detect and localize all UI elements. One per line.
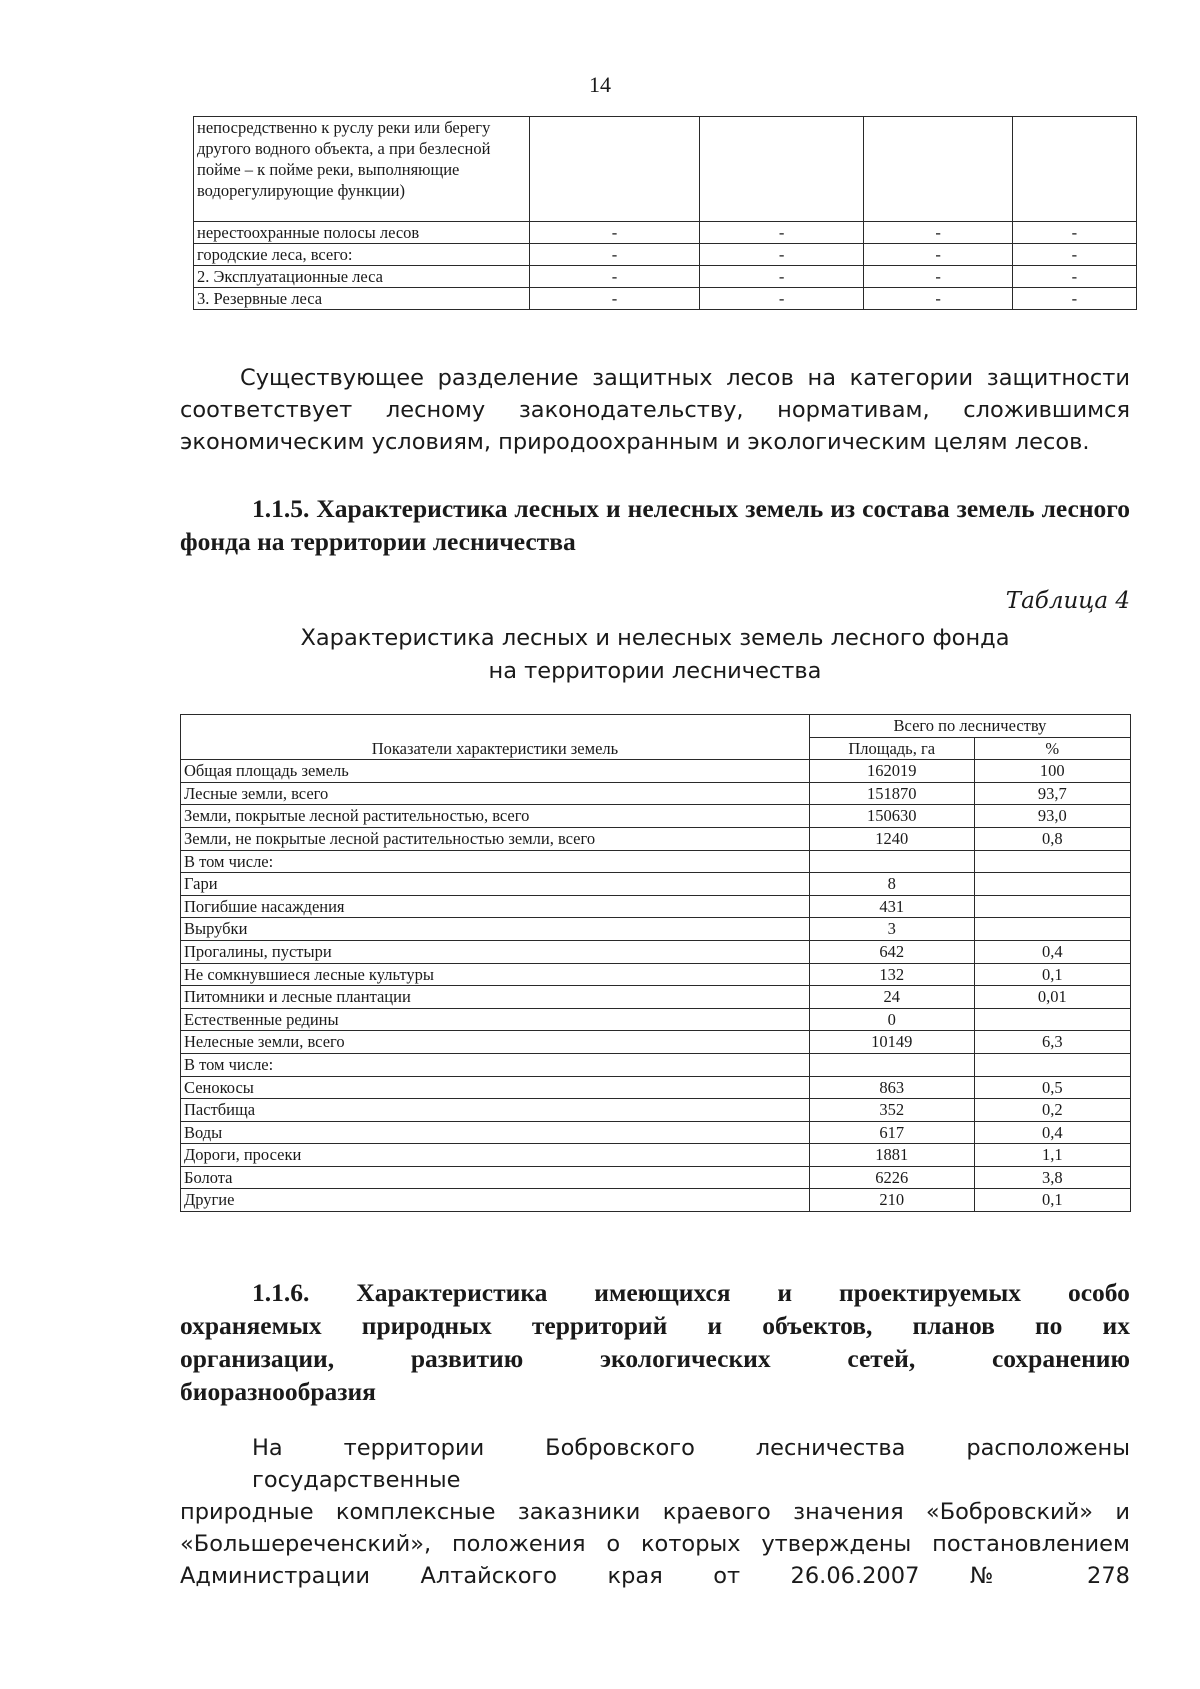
row-value [864,117,1012,222]
header-area: Площадь, га [809,737,974,760]
row-percent [974,1008,1131,1031]
paragraph-reserves [180,1432,1130,1592]
heading-word: Характеристика [356,1278,548,1307]
row-area: 6226 [809,1166,974,1189]
table-label: Таблица 4 [1005,588,1130,614]
paragraph-text: Существующее разделение защитных лесов на категории защитности соответствует лесному законодательству, нормативам, сложившимся экономическим условиям, природоохранным и экологическим целям лесов. [180,365,1130,455]
table-row [181,1166,1131,1189]
row-value [699,117,864,222]
row-percent: 0,5 [974,1076,1131,1099]
table-row [181,1076,1131,1099]
row-area: 352 [809,1099,974,1122]
row-percent: 100 [974,760,1131,783]
table-title [180,622,1130,688]
row-area: 3 [809,918,974,941]
table-row [194,266,1137,288]
row-label: Питомники и лесные плантации [181,986,810,1009]
row-value: - [1012,266,1136,288]
table-title-line-2: на территории лесничества [488,658,822,684]
row-value: - [530,244,700,266]
table-row [194,244,1137,266]
row-area: 642 [809,940,974,963]
table-row [181,782,1131,805]
row-label: Земли, покрытые лесной растительностью, всего [181,805,810,828]
row-label: Гари [181,873,810,896]
table-row [194,222,1137,244]
section-heading-line-2: охраняемых природных территорий и объектов, планов по их [180,1311,1130,1340]
row-area: 617 [809,1121,974,1144]
section-title: Характеристика лесных и нелесных земель из состава земель лесного фонда на территории лесничества [180,494,1130,556]
row-label: В том числе: [181,1053,810,1076]
heading-word: особо [1067,1278,1130,1307]
row-area: 210 [809,1189,974,1212]
table-row [181,918,1131,941]
row-value: - [699,244,864,266]
row-value: - [530,288,700,310]
row-percent: 0,1 [974,963,1131,986]
table-row [181,986,1131,1009]
row-area: 162019 [809,760,974,783]
row-percent [974,850,1131,873]
row-value: - [530,222,700,244]
row-area: 10149 [809,1031,974,1054]
row-area: 0 [809,1008,974,1031]
row-percent: 0,4 [974,1121,1131,1144]
heading-word: 1.1.6. [252,1278,310,1307]
row-value: - [864,288,1012,310]
table-title-line-1: Характеристика лесных и нелесных земель лесного фонда [300,625,1010,651]
row-label: Общая площадь земель [181,760,810,783]
row-label: Погибшие насаждения [181,895,810,918]
row-percent: 1,1 [974,1144,1131,1167]
table-row [181,1099,1131,1122]
row-label: Дороги, просеки [181,1144,810,1167]
table-row [194,117,1137,222]
row-value: - [699,288,864,310]
row-value: - [1012,244,1136,266]
row-percent: 3,8 [974,1166,1131,1189]
row-value [530,117,700,222]
row-area: 863 [809,1076,974,1099]
protective-forests-table-continuation [193,116,1137,310]
row-label: Не сомкнувшиеся лесные культуры [181,963,810,986]
table-row [181,760,1131,783]
paragraph-line-4: Администрации Алтайского края от 26.06.2007 № 278 [180,1563,1130,1589]
row-label: Пастбища [181,1099,810,1122]
row-percent: 0,8 [974,827,1131,850]
row-label: непосредственно к руслу реки или берегу другого водного объекта, а при безлесной пойме – к пойме реки, выполняющие водорегулирующие функции) [194,117,530,222]
table-row [181,1008,1131,1031]
row-value [1012,117,1136,222]
page-number: 14 [589,72,611,97]
row-label: Болота [181,1166,810,1189]
section-heading-1-1-5 [180,492,1130,558]
row-label: нерестоохранные полосы лесов [194,222,530,244]
row-area: 132 [809,963,974,986]
land-characteristics-table [180,714,1131,1212]
row-value: - [864,222,1012,244]
row-value: - [1012,288,1136,310]
table-row [181,805,1131,828]
row-value: - [699,222,864,244]
row-area: 1240 [809,827,974,850]
row-area: 151870 [809,782,974,805]
table-row [181,1121,1131,1144]
row-percent: 0,01 [974,986,1131,1009]
row-percent: 0,1 [974,1189,1131,1212]
table-row [181,940,1131,963]
section-heading-line-3: организации, развитию экологических сетей, сохранению [180,1344,1130,1373]
header-indicator: Показатели характеристики земель [181,715,810,760]
row-area: 150630 [809,805,974,828]
row-area [809,850,974,873]
row-value: - [699,266,864,288]
heading-word: и [777,1278,793,1307]
row-label: 3. Резервные леса [194,288,530,310]
row-value: - [864,266,1012,288]
row-label: Естественные редины [181,1008,810,1031]
table-row [181,963,1131,986]
row-percent [974,873,1131,896]
paragraph-line-2: природные комплексные заказники краевого значения «Бобровский» и [180,1499,1130,1525]
section-heading-1-1-6 [180,1276,1130,1408]
paragraph-protective-forests [180,362,1130,458]
row-label: Лесные земли, всего [181,782,810,805]
row-label: 2. Эксплуатационные леса [194,266,530,288]
row-percent [974,895,1131,918]
row-label: Прогалины, пустыри [181,940,810,963]
heading-word: проектируемых [839,1278,1022,1307]
row-label: Нелесные земли, всего [181,1031,810,1054]
row-percent: 0,4 [974,940,1131,963]
table-row [181,1144,1131,1167]
row-label: Вырубки [181,918,810,941]
row-value: - [530,266,700,288]
row-area: 431 [809,895,974,918]
row-area: 1881 [809,1144,974,1167]
row-value: - [864,244,1012,266]
table-row [181,1189,1131,1212]
table-row [181,873,1131,896]
table-row [194,288,1137,310]
table-row [181,895,1131,918]
row-label: городские леса, всего: [194,244,530,266]
row-percent: 93,7 [974,782,1131,805]
row-label: Другие [181,1189,810,1212]
paragraph-line-1: На территории Бобровского лесничества расположены государственные [252,1435,1130,1493]
table-row [181,1053,1131,1076]
header-group: Всего по лесничеству [809,715,1130,738]
table-row [181,850,1131,873]
row-label: Сенокосы [181,1076,810,1099]
row-label: Воды [181,1121,810,1144]
header-percent: % [974,737,1131,760]
row-label: Земли, не покрытые лесной растительностью земли, всего [181,827,810,850]
row-percent: 0,2 [974,1099,1131,1122]
row-area [809,1053,974,1076]
table-row [181,1031,1131,1054]
row-percent [974,918,1131,941]
row-percent: 6,3 [974,1031,1131,1054]
section-heading-line-1 [180,1276,1130,1309]
row-percent: 93,0 [974,805,1131,828]
row-value: - [1012,222,1136,244]
table-row [181,827,1131,850]
row-percent [974,1053,1131,1076]
row-area: 8 [809,873,974,896]
heading-word: имеющихся [594,1278,731,1307]
paragraph-line-3: «Большереченский», положения о которых утверждены постановлением [180,1531,1130,1557]
row-area: 24 [809,986,974,1009]
row-label: В том числе: [181,850,810,873]
section-heading-line-4: биоразнообразия [180,1377,376,1406]
section-number: 1.1.5. [252,494,310,523]
